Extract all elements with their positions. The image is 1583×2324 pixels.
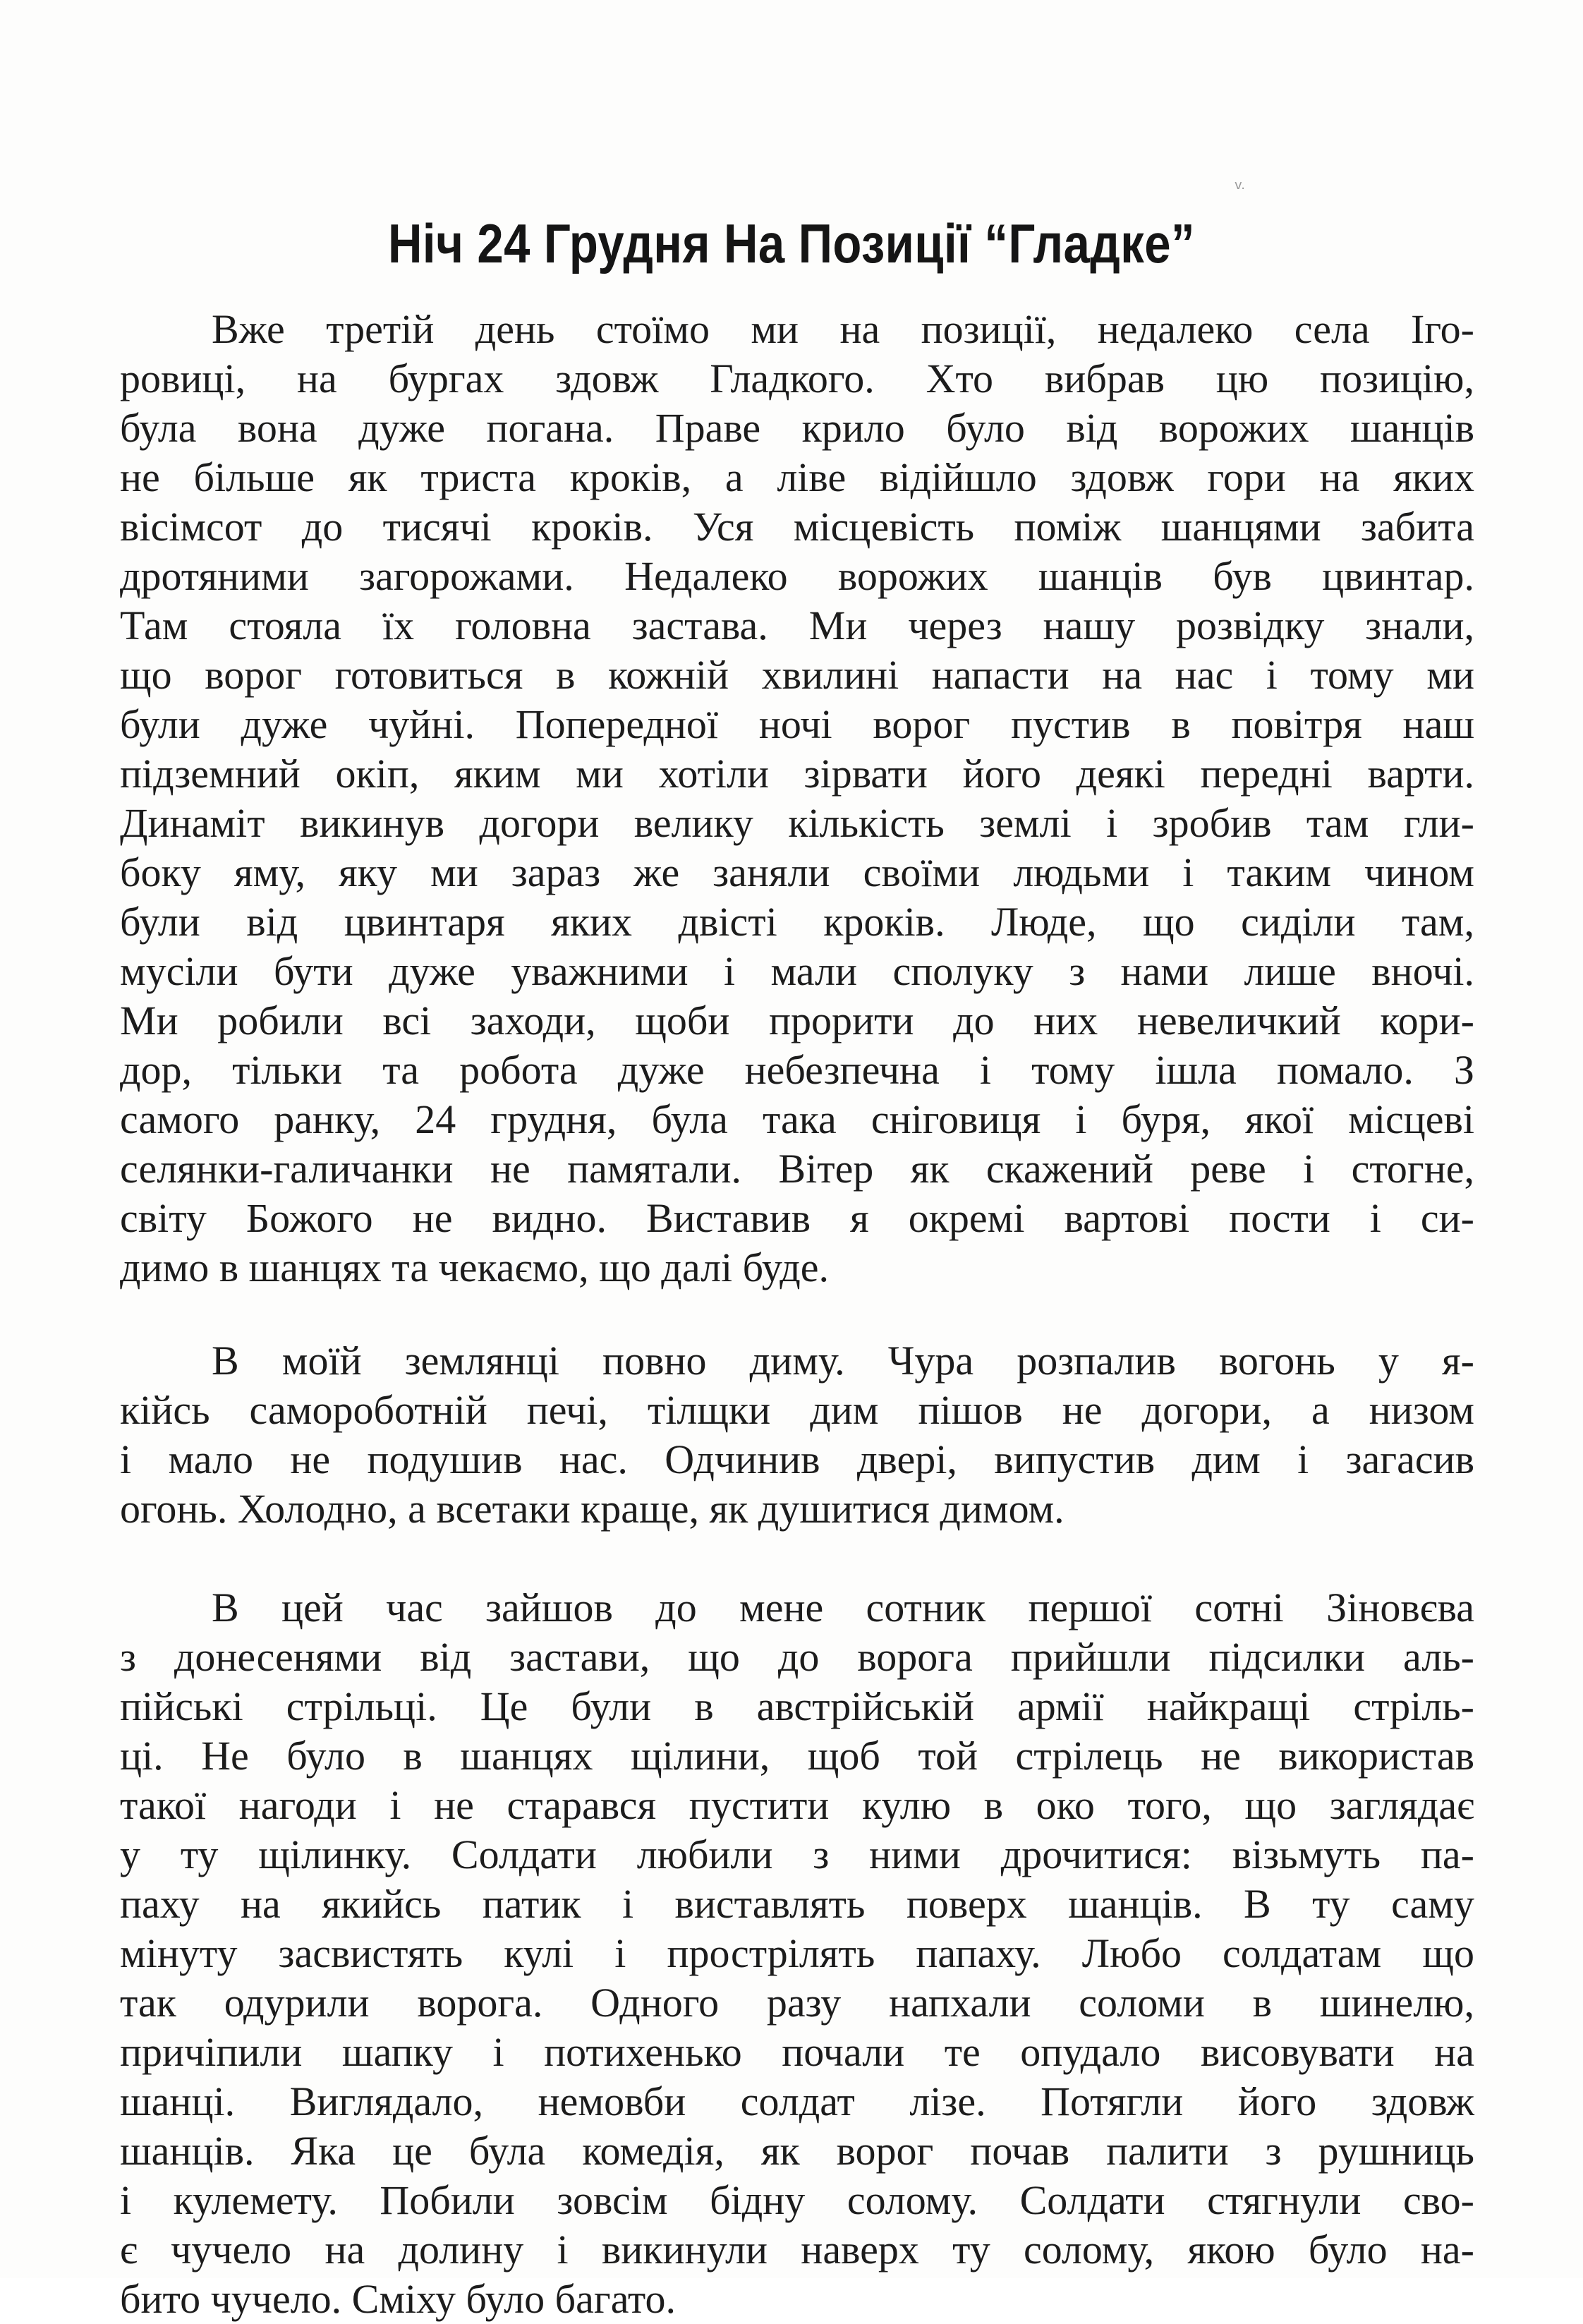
text-line: що ворог готовиться в кожній хвилині напасти на нас і тому ми: [120, 652, 1474, 698]
text-line: Вже третій день стоїмо ми на позиції, недалеко села Іго-: [212, 306, 1474, 352]
paragraph-gap: [120, 1534, 1474, 1583]
text-line: у ту щілинку. Солдати любили з ними дрочитися: візьмуть па-: [120, 1832, 1474, 1877]
page-title: Ніч 24 Грудня На Позиції “Гладке”: [388, 212, 1195, 274]
corner-mark: v.: [1235, 178, 1245, 193]
text-line: мусіли бути дуже уважними і мали сполуку з нами лише вночі.: [120, 948, 1474, 994]
paragraph-2: [120, 1336, 1474, 1534]
text-line: кійсь самороботній печі, тілщки дим пішов не догори, а низом: [120, 1387, 1474, 1433]
text-line: шанців. Яка це була комедія, як ворог почав палити з рушниць: [120, 2128, 1474, 2174]
text-line: вісімсот до тисячі кроків. Уся місцевість поміж шанцями забита: [120, 504, 1474, 550]
text-line: причіпили шапку і потихенько почали те опудало висовувати на: [120, 2029, 1474, 2075]
text-line: мінуту засвистять кулі і прострілять папаху. Любо солдатам що: [120, 1930, 1474, 1976]
text-line: були дуже чуйні. Попередної ночі ворог пустив в повітря наш: [120, 701, 1474, 747]
text-line: підземний окіп, яким ми хотіли зірвати його деякі передні варти.: [120, 751, 1474, 797]
text-line: В моїй землянці повно диму. Чура розпалив вогонь у я-: [212, 1338, 1474, 1384]
text-line: дротяними загорожами. Недалеко ворожих шанців був цвинтар.: [120, 553, 1474, 599]
text-line: В цей час зайшов до мене сотник першої сотні Зіновєва: [212, 1585, 1474, 1630]
text-line: ровиці, на бургах здовж Гладкого. Хто вибрав цю позицію,: [120, 356, 1474, 401]
text-line: боку яму, яку ми зараз же заняли своїми людьми і таким чином: [120, 849, 1474, 895]
text-line: Ми робили всі заходи, щоби прорити до них невеличкий кори-: [120, 998, 1474, 1043]
text-line: була вона дуже погана. Праве крило було від ворожих шанців: [120, 405, 1474, 451]
paragraph-gap: [120, 1293, 1474, 1336]
text-line: шанці. Виглядало, немовби солдат лізе. Потягли його здовж: [120, 2078, 1474, 2124]
text-line: з донесенями від застави, що до ворога прийшли підсилки аль-: [120, 1634, 1474, 1680]
text-line: бито чучело. Сміху було багато.: [120, 2276, 677, 2322]
text-line: селянки-галичанки не памятали. Вітер як скажений реве і стогне,: [120, 1146, 1474, 1192]
text-line: самого ранку, 24 грудня, була така сніговиця і буря, якої місцеві: [120, 1096, 1474, 1142]
article-body: [120, 305, 1474, 2324]
paragraph-1: [120, 305, 1474, 1293]
text-line: такої нагоди і не старався пустити кулю в око того, що заглядає: [120, 1782, 1474, 1828]
text-line: і кулемету. Побили зовсім бідну солому. Солдати стягнули сво-: [120, 2177, 1474, 2223]
text-line: не більше як триста кроків, а ліве відійшло здовж гори на яких: [120, 454, 1474, 500]
text-line: димо в шанцях та чекаємо, що далі буде.: [120, 1245, 830, 1290]
text-line: є чучело на долину і викинули наверх ту солому, якою було на-: [120, 2227, 1474, 2272]
text-line: пійські стрільці. Це були в австрійській армії найкращі стріль-: [120, 1683, 1474, 1729]
text-line: дор, тільки та робота дуже небезпечна і тому ішла помало. З: [120, 1047, 1474, 1093]
text-line: Там стояла їх головна застава. Ми через нашу розвідку знали,: [120, 603, 1474, 648]
text-line: так одурили ворога. Одного разу напхали соломи в шинелю,: [120, 1980, 1474, 2026]
text-line: паху на якийсь патик і виставлять поверх шанців. В ту саму: [120, 1881, 1474, 1927]
text-line: і мало не подушив нас. Одчинив двері, випустив дим і загасив: [120, 1436, 1474, 1482]
text-line: огонь. Холодно, а всетаки краще, як душитися димом.: [120, 1486, 1065, 1532]
text-line: Динаміт викинув догори велику кількість землі і зробив там гли-: [120, 800, 1474, 846]
text-line: світу Божого не видно. Виставив я окремі вартові пости і си-: [120, 1195, 1474, 1241]
text-line: ці. Не було в шанцях щілини, щоб той стрілець не використав: [120, 1733, 1474, 1779]
paragraph-3: [120, 1583, 1474, 2324]
text-line: були від цвинтаря яких двісті кроків. Люде, що сиділи там,: [120, 899, 1474, 945]
